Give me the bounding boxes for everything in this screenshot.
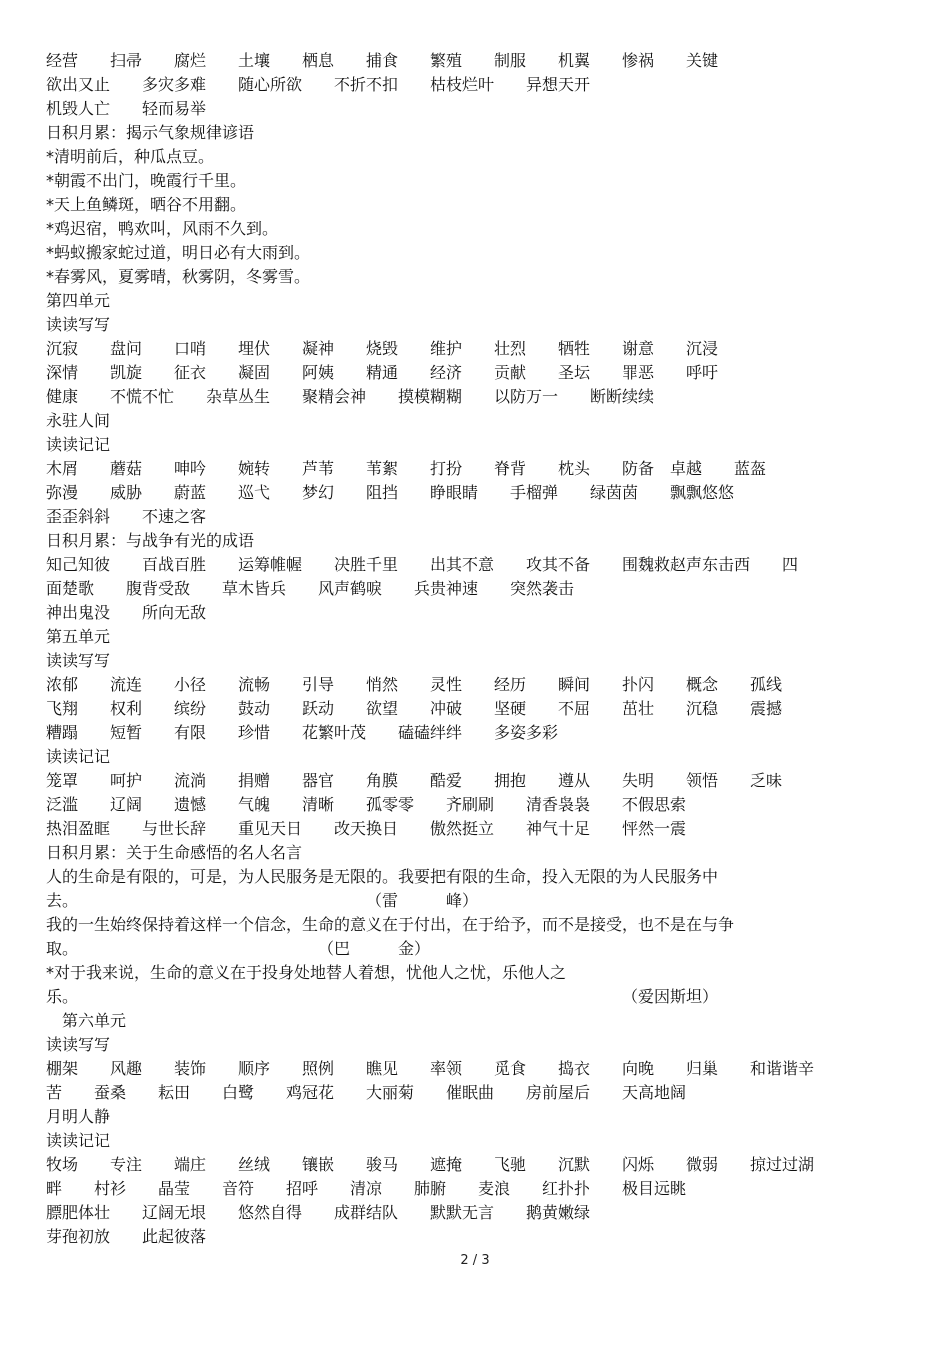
text-line: 糟蹋 短暂 有限 珍惜 花繁叶茂 磕磕绊绊 多姿多彩 xyxy=(46,723,559,742)
text-line: 读读记记 xyxy=(46,747,111,766)
text-line: *天上鱼鳞斑，晒谷不用翻。 xyxy=(46,195,247,214)
text-line: 去。 （雷 峰） xyxy=(46,891,479,910)
text-line: 取。 （巴 金） xyxy=(46,939,431,958)
text-line: 读读写写 xyxy=(46,315,111,334)
text-line: *春雾风，夏雾晴，秋雾阴，冬雾雪。 xyxy=(46,267,311,286)
text-line: 乐。 （爱因斯坦） xyxy=(46,987,719,1006)
text-line: 飞翔 权利 缤纷 鼓动 跃动 欲望 冲破 坚硬 不屈 茁壮 沉稳 震撼 xyxy=(46,699,783,718)
text-line: 读读记记 xyxy=(46,1131,111,1150)
text-line: *清明前后，种瓜点豆。 xyxy=(46,147,215,166)
text-line: 歪歪斜斜 不速之客 xyxy=(46,507,207,526)
text-line: 面楚歌 腹背受敌 草木皆兵 风声鹤唳 兵贵神速 突然袭击 xyxy=(46,579,575,598)
text-line: 日积月累：关于生命感悟的名人名言 xyxy=(46,843,303,862)
text-line: 泛滥 辽阔 遗憾 气魄 清晰 孤零零 齐刷刷 清香袅袅 不假思索 xyxy=(46,795,687,814)
text-line: 知己知彼 百战百胜 运筹帷幄 决胜千里 出其不意 攻其不备 围魏救赵声东击西 四 xyxy=(46,555,799,574)
text-line: 弥漫 威胁 蔚蓝 巡弋 梦幻 阻挡 睁眼睛 手榴弹 绿茵茵 飘飘悠悠 xyxy=(46,483,735,502)
text-line: 热泪盈眶 与世长辞 重见天日 改天换日 傲然挺立 神气十足 怦然一震 xyxy=(46,819,687,838)
text-line: 木屑 蘑菇 呻吟 婉转 芦苇 苇絮 打扮 脊背 枕头 防备 卓越 蓝盔 xyxy=(46,459,767,478)
text-line: 牧场 专注 端庄 丝绒 镶嵌 骏马 遮掩 飞驰 沉默 闪烁 微弱 掠过过湖 xyxy=(46,1155,815,1174)
text-line: *鸡迟宿，鸭欢叫，风雨不久到。 xyxy=(46,219,279,238)
text-line: 苦 蚕桑 耘田 白鹭 鸡冠花 大丽菊 催眠曲 房前屋后 天高地阔 xyxy=(46,1083,687,1102)
text-line: 永驻人间 xyxy=(46,411,111,430)
text-line: 日积月累：揭示气象规律谚语 xyxy=(46,123,255,142)
text-line: 膘肥体壮 辽阔无垠 悠然自得 成群结队 默默无言 鹅黄嫩绿 xyxy=(46,1203,591,1222)
text-line: 我的一生始终保持着这样一个信念，生命的意义在于付出，在于给予，而不是接受，也不是在与争 xyxy=(46,915,735,934)
text-line: *对于我来说，生命的意义在于投身处地替人着想，忧他人之忧，乐他人之 xyxy=(46,963,567,982)
text-line: *蚂蚁搬家蛇过道，明日必有大雨到。 xyxy=(46,243,311,262)
text-line: 读读写写 xyxy=(46,651,111,670)
text-line: 日积月累：与战争有光的成语 xyxy=(46,531,255,550)
text-line: 第五单元 xyxy=(46,627,111,646)
text-line: 浓郁 流连 小径 流畅 引导 悄然 灵性 经历 瞬间 扑闪 概念 孤线 xyxy=(46,675,783,694)
text-line: *朝霞不出门，晚霞行千里。 xyxy=(46,171,247,190)
text-line: 健康 不慌不忙 杂草丛生 聚精会神 摸模糊糊 以防万一 断断续续 xyxy=(46,387,655,406)
text-line: 棚架 风趣 装饰 顺序 照例 瞧见 率领 觅食 捣衣 向晚 归巢 和谐谐辛 xyxy=(46,1059,815,1078)
text-line: 读读记记 xyxy=(46,435,111,454)
text-line: 第四单元 xyxy=(46,291,111,310)
text-line: 机毁人亡 轻而易举 xyxy=(46,99,207,118)
text-line: 人的生命是有限的，可是，为人民服务是无限的。我要把有限的生命，投入无限的为人民服务中 xyxy=(46,867,719,886)
text-line: 神出鬼没 所向无敌 xyxy=(46,603,207,622)
text-line: 畔 村衫 晶莹 音符 招呼 清凉 肺腑 麦浪 红扑扑 极目远眺 xyxy=(46,1179,687,1198)
text-line: 芽孢初放 此起彼落 xyxy=(46,1227,207,1246)
text-line: 欲出又止 多灾多难 随心所欲 不折不扣 枯枝烂叶 异想天开 xyxy=(46,75,591,94)
text-line: 沉寂 盘问 口哨 埋伏 凝神 烧毁 维护 壮烈 牺牲 谢意 沉浸 xyxy=(46,339,719,358)
text-line: 笼罩 呵护 流淌 捐赠 器官 角膜 酷爱 拥抱 遵从 失明 领悟 乏味 xyxy=(46,771,783,790)
text-line: 经营 扫帚 腐烂 土壤 栖息 捕食 繁殖 制服 机翼 惨祸 关键 xyxy=(46,51,719,70)
text-line: 第六单元 xyxy=(46,1011,127,1030)
page-number: 2 / 3 xyxy=(460,1253,490,1268)
text-line: 读读写写 xyxy=(46,1035,111,1054)
text-line: 深情 凯旋 征衣 凝固 阿姨 精通 经济 贡献 圣坛 罪恶 呼吁 xyxy=(46,363,719,382)
text-line: 月明人静 xyxy=(46,1107,111,1126)
